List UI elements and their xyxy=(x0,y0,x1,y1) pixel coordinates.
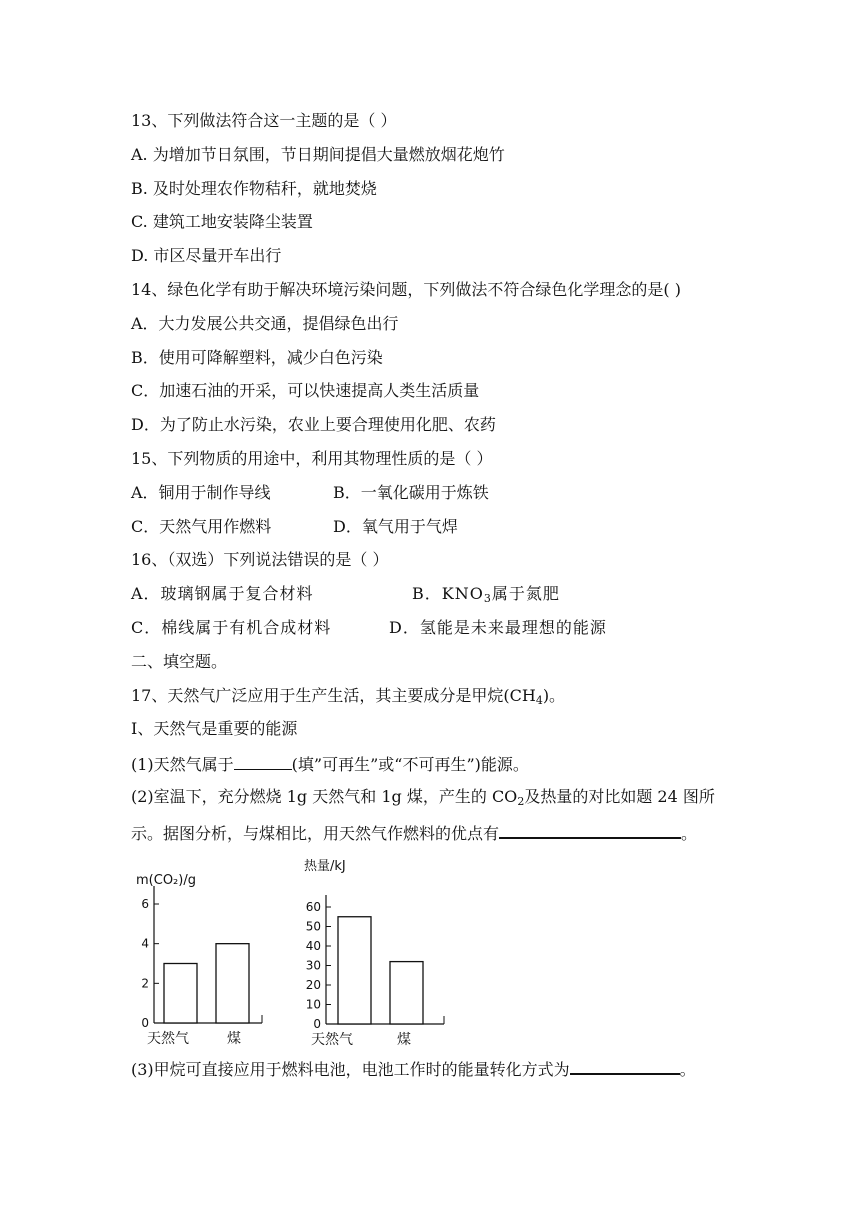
q16-stem: 16、（双选）下列说法错误的是（ ） xyxy=(131,550,389,569)
heat-chart-ylabel: 热量/kJ xyxy=(304,859,346,874)
co2-chart-ylabel: m(CO₂)/g xyxy=(136,873,196,888)
heat-y-tick-label: 20 xyxy=(305,978,321,992)
co2-bar xyxy=(164,964,197,1024)
q15-option-a: A．铜用于制作导线 xyxy=(131,483,271,502)
q15-stem: 15、下列物质的用途中，利用其物理性质的是（ ） xyxy=(131,449,493,468)
q13-option-d: D. 市区尽量开车出行 xyxy=(131,246,282,265)
heat-category-label: 天然气 xyxy=(311,1032,353,1048)
q17-sub2-line1: (2)室温下，充分燃烧 1g 天然气和 1g 煤，产生的 $CO_2$及热量的对比如题 24 图所 xyxy=(131,787,715,808)
q17-stem: 17、天然气广泛应用于生产生活，其主要成分是甲烷$(CH_4)$。 xyxy=(131,686,566,707)
heat-bar xyxy=(338,917,371,1024)
q13-option-b: B. 及时处理农作物秸秆，就地焚烧 xyxy=(131,179,377,198)
heat-y-tick-label: 60 xyxy=(305,900,321,914)
q15-option-c: C．天然气用作燃料 xyxy=(131,517,272,536)
co2-y-tick-label: 4 xyxy=(141,936,149,951)
answer-blank-1[interactable] xyxy=(234,753,292,770)
q17-sub2-line2: 示。据图分析，与煤相比，用天然气作燃料的优点有 。 xyxy=(131,821,697,844)
answer-blank-2[interactable] xyxy=(499,821,681,839)
co2-y-tick-label: 0 xyxy=(141,1016,149,1030)
heat-chart xyxy=(298,853,458,1055)
co2-category-label: 天然气 xyxy=(147,1031,189,1047)
q16-option-a: A．玻璃钢属于复合材料 xyxy=(131,584,314,603)
co2-bar xyxy=(216,944,249,1023)
co2-category-label: 煤 xyxy=(227,1031,241,1047)
co2-y-tick-label: 2 xyxy=(141,976,149,991)
q14-option-a: A．大力发展公共交通，提倡绿色出行 xyxy=(131,314,399,333)
heat-bar xyxy=(390,962,423,1024)
heat-y-tick-label: 40 xyxy=(305,939,321,953)
q17-sub3: (3)甲烷可直接应用于燃料电池，电池工作时的能量转化方式为 。 xyxy=(131,1057,696,1080)
q17-part1-heading: Ⅰ、天然气是重要的能源 xyxy=(131,719,298,738)
q16-option-d: D．氢能是未来最理想的能源 xyxy=(389,618,607,637)
q14-option-d: D．为了防止水污染，农业上要合理使用化肥、农药 xyxy=(131,415,496,434)
q17-sub1: (1)天然气属于 (填”可再生”或“不可再生”)能源。 xyxy=(131,755,529,774)
q14-stem: 14、绿色化学有助于解决环境污染问题，下列做法不符合绿色化学理念的是( ) xyxy=(131,280,681,299)
q16-option-c: C．棉线属于有机合成材料 xyxy=(131,618,332,637)
heat-y-tick-label: 10 xyxy=(305,997,321,1012)
q13-option-c: C. 建筑工地安装降尘装置 xyxy=(131,212,313,231)
section-heading: 二、填空题。 xyxy=(131,652,228,671)
q13-option-a: A. 为增加节日氛围，节日期间提倡大量燃放烟花炮竹 xyxy=(131,145,505,164)
answer-blank-3[interactable] xyxy=(570,1057,680,1075)
co2-y-tick-label: 6 xyxy=(141,897,149,911)
heat-y-tick-label: 0 xyxy=(313,1017,321,1031)
q15-option-d: D．氧气用于气焊 xyxy=(333,517,458,536)
q13-stem: 13、下列做法符合这一主题的是（ ） xyxy=(131,111,397,130)
q15-option-b: B．一氧化碳用于炼铁 xyxy=(333,483,489,502)
co2-chart xyxy=(128,866,278,1055)
heat-y-tick-label: 30 xyxy=(305,958,321,973)
q14-option-c: C．加速石油的开采，可以快速提高人类生活质量 xyxy=(131,381,480,400)
heat-y-tick-label: 50 xyxy=(305,919,321,934)
q14-option-b: B．使用可降解塑料，减少白色污染 xyxy=(131,348,383,367)
q16-option-b: B．$KNO_3$属于氮肥 xyxy=(412,584,560,605)
heat-category-label: 煤 xyxy=(397,1032,411,1048)
